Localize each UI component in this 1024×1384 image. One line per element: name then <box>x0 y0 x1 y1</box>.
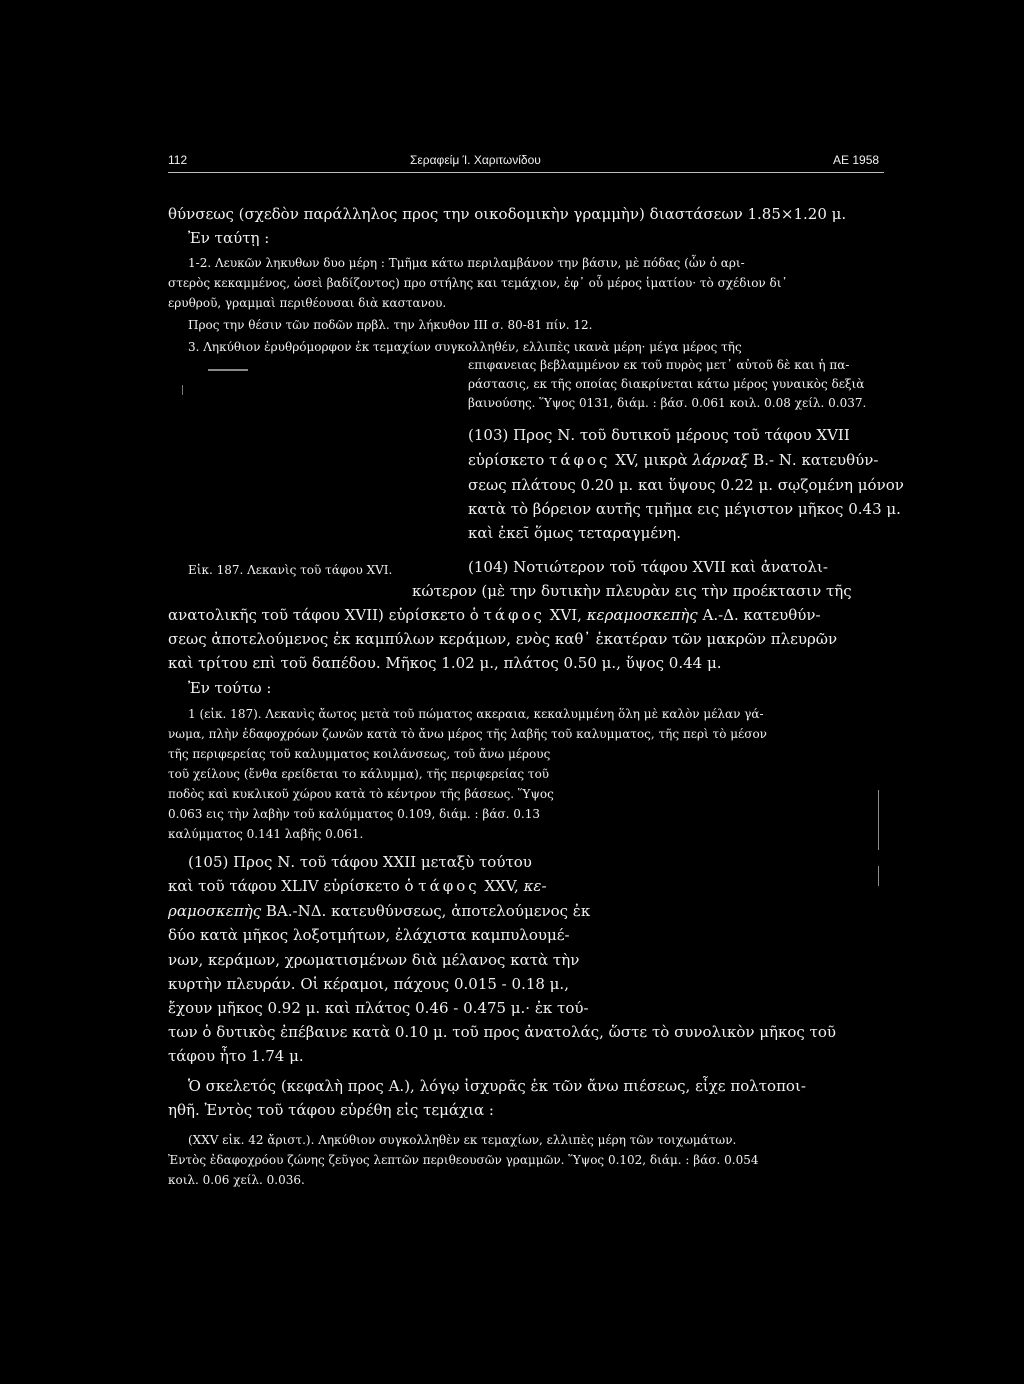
text-run-spaced: τάφος <box>549 451 611 469</box>
text-line: (105) Προς Ν. τοῦ τάφου XXII μεταξὺ τούτου <box>188 853 532 871</box>
text-run: XXV, <box>484 877 519 895</box>
figure-edge-mark <box>878 866 879 886</box>
figure-edge-mark <box>878 790 879 850</box>
text-line: 3. Ληκύθιον ἐρυθρόμορφον ἐκ τεμαχίων συγκολληθέν, ελλιπὲς ικανὰ μέρη· μέγα μέρος τῆς <box>188 340 742 354</box>
text-line: 0.063 εις τὴν λαβὴν τοῦ καλύμματος 0.109, διάμ. : βάσ. 0.13 <box>168 807 540 821</box>
text-run: XVI, <box>549 606 582 624</box>
text-line <box>168 902 590 920</box>
text-line: ἔχουν μῆκος 0.92 μ. καὶ πλάτος 0.46 - 0.475 μ.· ἐκ τού- <box>168 999 589 1017</box>
text-line: Ἐν τούτω : <box>188 679 272 697</box>
text-line: τῆς περιφερείας τοῦ καλυμματος κοιλάνσεως, τοῦ ἄνω μέρους <box>168 747 551 761</box>
running-journal: ΑΕ 1958 <box>833 153 880 167</box>
text-line: νωμα, πλὴν ἐδαφοχρόων ζωνῶν κατὰ τὸ ἄνω μέρος τῆς λαβῆς τοῦ καλυμματος, τῆς περὶ τὸ μέσον <box>168 727 767 741</box>
text-run: XV, μικρὰ <box>615 451 688 469</box>
figure-mark <box>208 369 248 371</box>
text-line: των ὁ δυτικὸς ἐπέβαινε κατὰ 0.10 μ. τοῦ προς ἀνατολάς, ὥστε τὸ συνολικὸν μῆκος τοῦ <box>168 1023 837 1041</box>
text-line: κώτερον (μὲ την δυτικὴν πλευρὰν εις τὴν προέκτασιν τῆς <box>412 582 852 600</box>
text-line: στερὸς κεκαμμένος, ὡσεὶ βαδίζοντος) προ στήλης και τεμάχιον, ἐφ᾿ οὗ μέρος ἱματίου· τὸ σχέδιον δι᾿ <box>168 276 788 290</box>
text-line: Ὁ σκελετός (κεφαλὴ προς Α.), λόγῳ ἰσχυρᾶς ἐκ τῶν ἄνω πιέσεως, εἶχε πολτοποι- <box>188 1077 806 1095</box>
text-run-italic: κε- <box>523 877 547 895</box>
text-line: καὶ τρίτου επὶ τοῦ δαπέδου. Μῆκος 1.02 μ., πλάτος 0.50 μ., ὕψος 0.44 μ. <box>168 654 722 672</box>
text-line: κυρτὴν πλευράν. Οἱ κέραμοι, πάχους 0.015 - 0.18 μ., <box>168 975 569 993</box>
text-run-spaced: τάφος <box>483 606 545 624</box>
text-line <box>168 606 821 624</box>
text-line: 1 (εἰκ. 187). Λεκανὶς ἄωτος μετὰ τοῦ πώματος ακεραια, κεκαλυμμένη ὅλη μὲ καλὸν μέλαν γά- <box>188 707 764 721</box>
text-line: σεως ἀποτελούμενος ἐκ καμπύλων κεράμων, ενὸς καθ᾿ ἑκατέραν τῶν μακρῶν πλευρῶν <box>168 630 838 648</box>
text-line: (103) Προς Ν. τοῦ δυτικοῦ μέρους τοῦ τάφου XVII <box>468 426 850 444</box>
text-run: Α.-Δ. κατευθύν- <box>702 606 821 624</box>
running-author: Σεραφείμ Ί. Χαριτωνίδου <box>410 153 541 167</box>
figure-mark <box>182 385 183 395</box>
text-line: ερυθροῦ, γραμμαὶ περιθέουσαι διὰ καστανου. <box>168 296 447 310</box>
text-run-italic: ραμοσκεπὴς <box>168 902 262 920</box>
text-line: 1-2. Λευκῶν ληκυθων δυο μέρη : Τμῆμα κάτω περιλαμβάνον την βάσιν, μὲ πόδας (ὧν ὁ αρι- <box>188 256 745 270</box>
page-number: 112 <box>168 153 188 167</box>
text-line: κοιλ. 0.06 χείλ. 0.036. <box>168 1173 305 1187</box>
figure-caption: Εἰκ. 187. Λεκανὶς τοῦ τάφου XVI. <box>188 563 393 577</box>
text-line: τοῦ χείλους (ἔνθα ερείδεται το κάλυμμα), τῆς περιφερείας τοῦ <box>168 767 550 781</box>
text-line: καλύμματος 0.141 λαβῆς 0.061. <box>168 827 364 841</box>
text-line: δύο κατὰ μῆκος λοξοτμήτων, ἐλάχιστα καμπυλουμέ- <box>168 926 570 944</box>
text-line: ποδὸς καὶ κυκλικοῦ χώρου κατὰ τὸ κέντρον τῆς βάσεως. Ὕψος <box>168 787 554 801</box>
text-line: Προς την θέσιν τῶν ποδῶν πρβλ. την λήκυθον ΙΙΙ σ. 80-81 πίν. 12. <box>188 318 593 332</box>
text-line: θύνσεως (σχεδὸν παράλληλος προς την οικοδομικὴν γραμμὴν) διαστάσεων 1.85×1.20 μ. <box>168 205 847 223</box>
text-line: (104) Νοτιώτερον τοῦ τάφου XVII καὶ ἀνατολι- <box>468 558 828 576</box>
text-line: κατὰ τὸ βόρειον αυτῆς τμῆμα εις μέγιστον μῆκος 0.43 μ. <box>468 500 901 518</box>
text-run-italic: λάρναξ <box>692 451 749 469</box>
text-line: (XXV εἰκ. 42 ἄριστ.). Ληκύθιον συγκολληθὲν εκ τεμαχίων, ελλιπὲς μέρη τῶν τοιχωμάτων. <box>188 1133 737 1147</box>
text-line: Ἐν ταύτῃ : <box>188 229 270 247</box>
text-run: καὶ τοῦ τάφου XLIV εὑρίσκετο ὁ <box>168 877 414 895</box>
text-line <box>468 451 879 469</box>
text-line: νων, κεράμων, χρωματισμένων διὰ μέλανος κατὰ τὴν <box>168 951 580 969</box>
text-run-italic: κεραμοσκεπὴς <box>586 606 698 624</box>
text-line: ηθῆ. Ἐντὸς τοῦ τάφου εὑρέθη εἰς τεμάχια : <box>168 1101 494 1119</box>
text-line: καὶ ἐκεῖ ὅμως τεταραγμένη. <box>468 524 681 542</box>
text-line: τάφου ἦτο 1.74 μ. <box>168 1047 304 1065</box>
text-line: ράστασις, εκ τῆς οποίας διακρίνεται κάτω μέρος γυναικὸς δεξιὰ <box>468 377 865 391</box>
header-rule <box>168 172 884 173</box>
text-line: επιφανειας βεβλαμμένον εκ τοῦ πυρὸς μετ᾿ αὐτοῦ δὲ και ἡ πα- <box>468 358 850 372</box>
text-line: Ἐντὸς ἐδαφοχρόου ζώνης ζεῦγος λεπτῶν περιθεουσῶν γραμμῶν. Ὕψος 0.102, διάμ. : βάσ. 0.054 <box>168 1153 759 1167</box>
text-line: βαινούσης. Ὕψος 0131, διάμ. : βάσ. 0.061 κοιλ. 0.08 χείλ. 0.037. <box>468 396 867 410</box>
text-run: ανατολικῆς τοῦ τάφου XVII) εὑρίσκετο ὁ <box>168 606 479 624</box>
text-line <box>168 877 547 895</box>
text-run: ΒΑ.-ΝΔ. κατευθύνσεως, ἀποτελούμενος ἐκ <box>265 902 591 920</box>
text-run-spaced: τάφος <box>418 877 480 895</box>
text-run: Β.- Ν. κατευθύν- <box>753 451 879 469</box>
text-run: εὑρίσκετο <box>468 451 545 469</box>
text-line: σεως πλάτους 0.20 μ. και ὕψους 0.22 μ. σῳζομένη μόνον <box>468 476 904 494</box>
